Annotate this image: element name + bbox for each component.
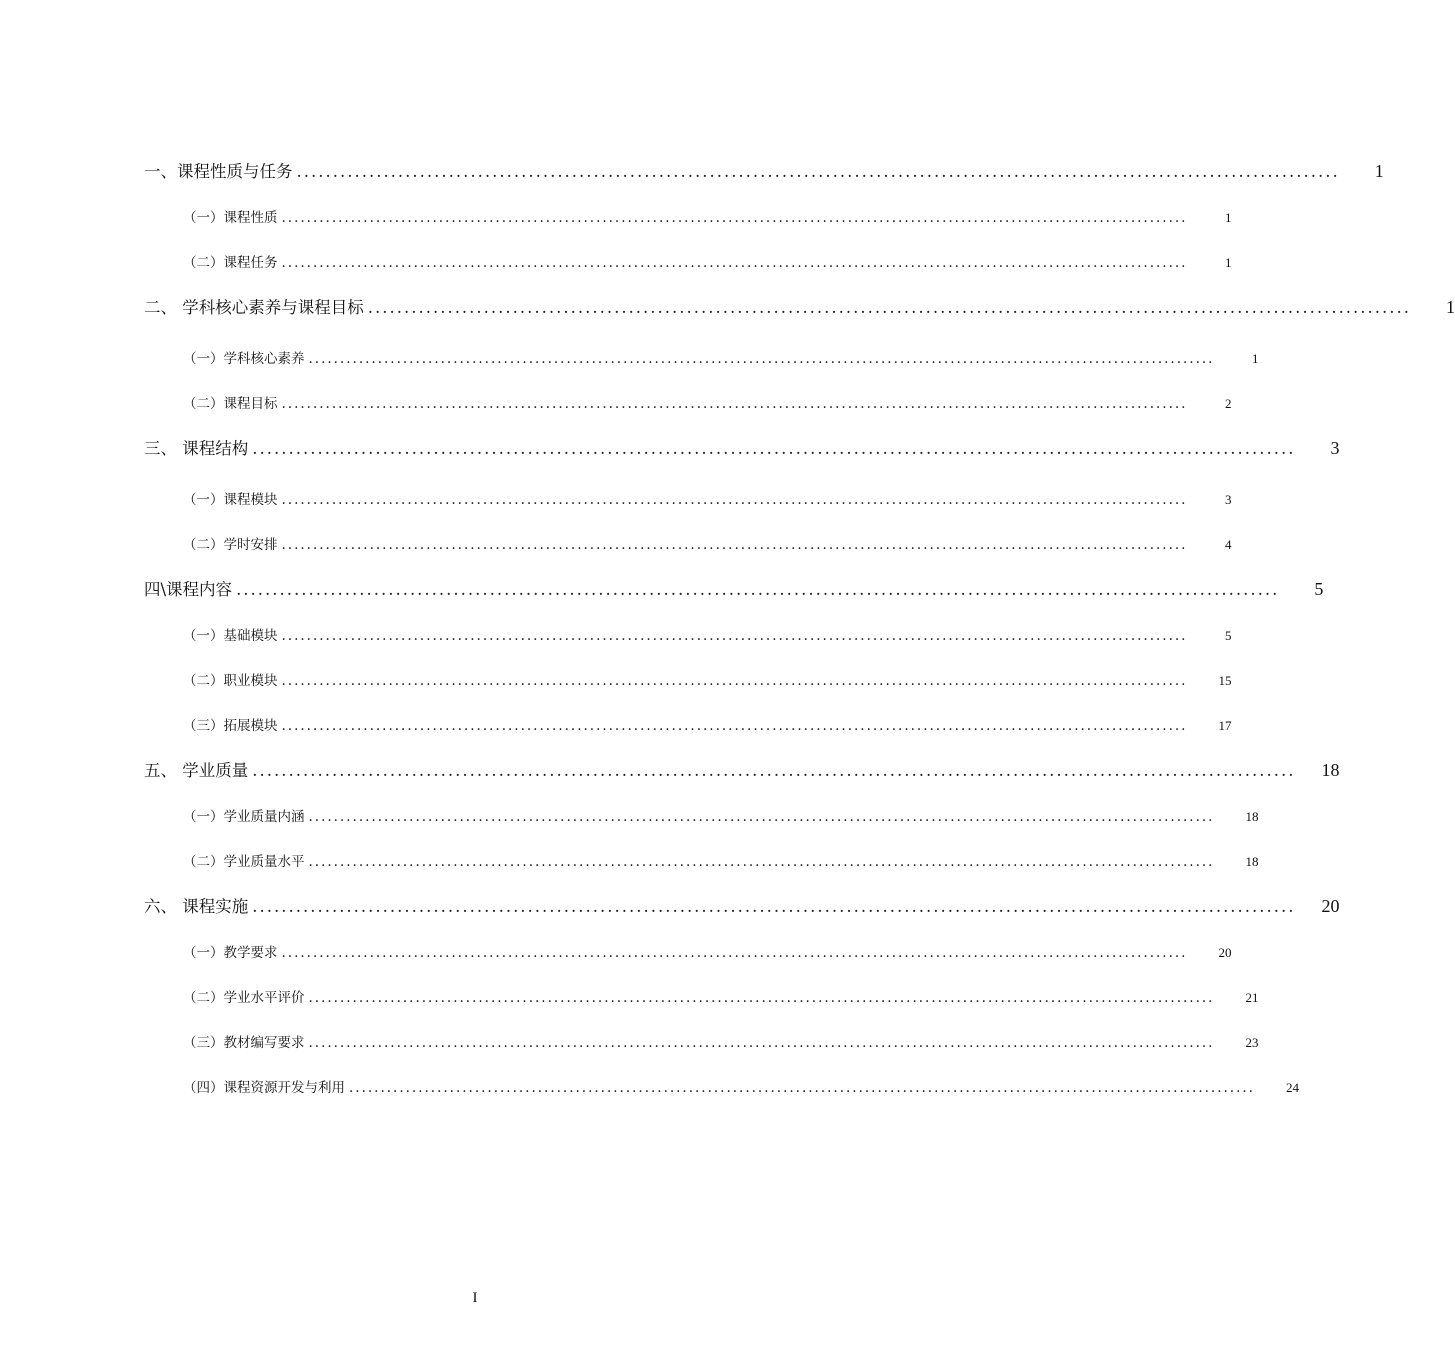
toc-entry[interactable] <box>0 1076 1299 1096</box>
toc-dot-leader: ................................................................................................................................................ <box>252 439 1296 458</box>
toc-entry-page: 3 <box>1330 438 1340 458</box>
toc-entry-page: 20 <box>1321 896 1340 916</box>
toc-dot-leader: ................................................................................................................................................ <box>308 809 1215 825</box>
toc-entry-page: 20 <box>1218 945 1232 960</box>
toc-dot-leader: ................................................................................................................................................ <box>281 537 1188 553</box>
toc-entry-page: 5 <box>1224 628 1232 643</box>
toc-entry-label: （二）职业模块 <box>183 673 278 689</box>
toc-entry[interactable] <box>0 1031 1259 1051</box>
toc-entry-page: 4 <box>1224 537 1232 552</box>
toc-entry-label: 一、课程性质与任务 <box>144 162 293 181</box>
toc-entry-label: （三）拓展模块 <box>183 718 278 734</box>
toc-entry-label: 四\课程内容 <box>144 580 233 599</box>
toc-dot-leader: ................................................................................................................................................ <box>281 492 1188 508</box>
toc-dot-leader: ................................................................................................................................................ <box>236 580 1280 599</box>
toc-entry-label: （二）课程目标 <box>183 396 278 412</box>
toc-entry[interactable] <box>0 850 1259 870</box>
toc-entry-page: 18 <box>1321 760 1340 780</box>
toc-entry[interactable] <box>0 435 1340 459</box>
toc-entry-label: （一）学科核心素养 <box>183 351 305 367</box>
toc-entry-label: （一）教学要求 <box>183 945 278 961</box>
toc-entry-label: （三）教材编写要求 <box>183 1035 305 1051</box>
toc-dot-leader: ................................................................................................................................................ <box>281 945 1188 961</box>
toc-dot-leader: ................................................................................................................................................ <box>281 210 1188 226</box>
toc-dot-leader: ................................................................................................................................................ <box>252 761 1296 780</box>
toc-dot-leader: ................................................................................................................................................ <box>281 396 1188 412</box>
toc-entry[interactable] <box>0 294 1455 318</box>
toc-entry-label: 六、 课程实施 <box>144 897 249 916</box>
toc-dot-leader: ................................................................................................................................................ <box>308 1035 1215 1051</box>
toc-entry-label: （二）课程任务 <box>183 255 278 271</box>
toc-entry[interactable] <box>0 669 1232 689</box>
toc-entry-page: 1 <box>1224 255 1232 270</box>
toc-entry-label: （二）学业质量水平 <box>183 854 305 870</box>
toc-entry-page: 5 <box>1314 579 1324 599</box>
toc-entry[interactable] <box>0 757 1340 781</box>
toc-entry-label: （一）学业质量内涵 <box>183 809 305 825</box>
toc-entry[interactable] <box>0 893 1340 917</box>
toc-entry-page: 18 <box>1245 854 1259 869</box>
toc-dot-leader: ................................................................................................................................................ <box>367 298 1412 317</box>
toc-entry-label: （四）课程资源开发与利用 <box>183 1080 345 1096</box>
toc-entry-label: （二）学业水平评价 <box>183 990 305 1006</box>
toc-entry-page: 2 <box>1224 396 1232 411</box>
page-number: I <box>472 1290 478 1306</box>
toc-entry[interactable] <box>0 158 1384 182</box>
toc-entry-label: （一）基础模块 <box>183 628 278 644</box>
toc-entry-page: 23 <box>1245 1035 1259 1050</box>
toc-entry-label: 五、 学业质量 <box>144 761 249 780</box>
toc-dot-leader: ................................................................................................................................................ <box>296 162 1340 181</box>
toc-dot-leader: ................................................................................................................................................ <box>281 628 1188 644</box>
toc-entry[interactable] <box>0 714 1232 734</box>
toc-dot-leader: ................................................................................................................................................ <box>281 718 1188 734</box>
toc-entry-page: 1 <box>1446 297 1455 317</box>
toc-entry-page: 24 <box>1285 1080 1299 1095</box>
toc-entry[interactable] <box>0 576 1324 600</box>
toc-entry-page: 15 <box>1218 673 1232 688</box>
toc-entry-label: （一）课程模块 <box>183 492 278 508</box>
toc-dot-leader: ................................................................................................................................................ <box>281 255 1188 271</box>
toc-entry-label: （一）课程性质 <box>183 210 278 226</box>
toc-dot-leader: ................................................................................................................................................ <box>349 1080 1255 1096</box>
toc-entry[interactable] <box>0 624 1232 644</box>
toc-dot-leader: ................................................................................................................................................ <box>308 351 1215 367</box>
toc-dot-leader: ................................................................................................................................................ <box>252 897 1296 916</box>
toc-entry[interactable] <box>0 805 1259 825</box>
toc-entry[interactable] <box>0 206 1232 226</box>
toc-entry-page: 17 <box>1218 718 1232 733</box>
toc-entry[interactable] <box>0 392 1232 412</box>
toc-entry[interactable] <box>0 941 1232 961</box>
toc-entry[interactable] <box>0 986 1259 1006</box>
toc-entry[interactable] <box>0 251 1232 271</box>
toc-entry-page: 18 <box>1245 809 1259 824</box>
toc-entry-label: 二、 学科核心素养与课程目标 <box>144 298 364 317</box>
toc-entry-label: （二）学时安排 <box>183 537 278 553</box>
toc-dot-leader: ................................................................................................................................................ <box>308 854 1215 870</box>
toc-entry-page: 1 <box>1224 210 1232 225</box>
toc-entry[interactable] <box>0 488 1232 508</box>
toc-entry[interactable] <box>0 347 1259 367</box>
toc-entry-page: 1 <box>1251 351 1259 366</box>
toc-entry-page: 21 <box>1245 990 1259 1005</box>
toc-entry[interactable] <box>0 533 1232 553</box>
toc-entry-page: 3 <box>1224 492 1232 507</box>
toc-dot-leader: ................................................................................................................................................ <box>281 673 1188 689</box>
toc-dot-leader: ................................................................................................................................................ <box>308 990 1215 1006</box>
toc-entry-page: 1 <box>1374 161 1384 181</box>
toc-entry-label: 三、 课程结构 <box>144 439 249 458</box>
